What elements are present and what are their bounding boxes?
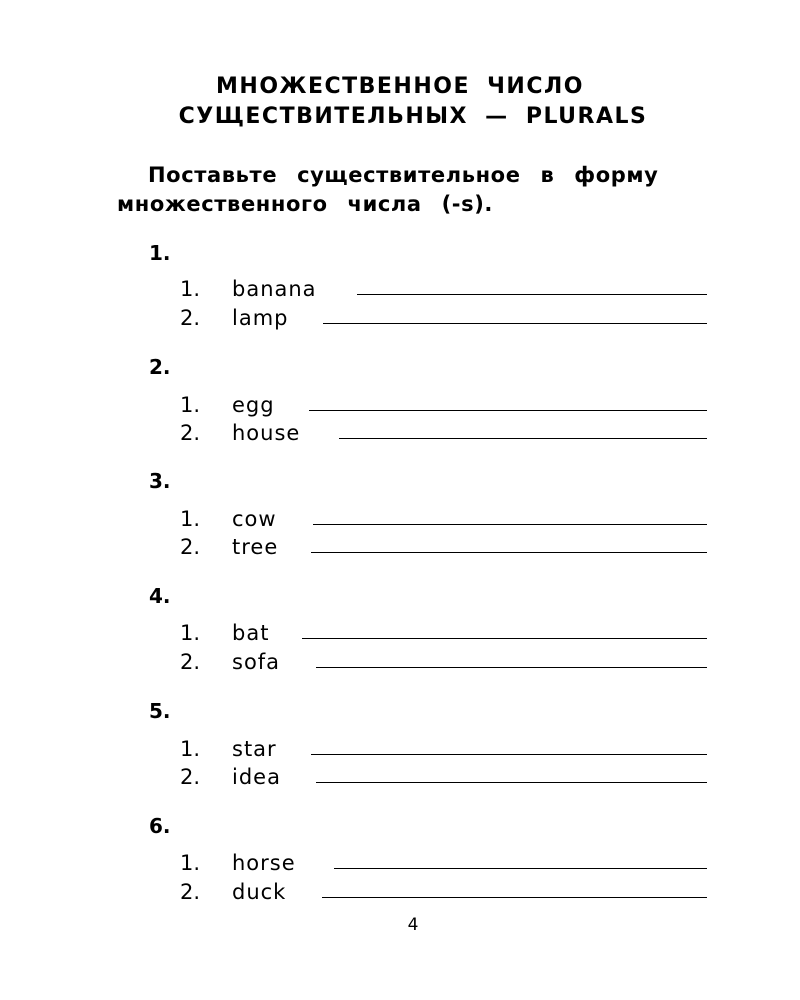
item-word: horse — [232, 851, 296, 875]
exercise-group-number: 2. — [149, 355, 171, 379]
page-title-line-2: СУЩЕСТВИТЕЛЬНЫХ — PLURALS — [178, 104, 648, 129]
item-number: 2. — [180, 650, 201, 674]
answer-line[interactable] — [311, 552, 707, 553]
item-word: cow — [232, 507, 277, 531]
item-number: 2. — [180, 765, 201, 789]
item-number: 1. — [180, 277, 201, 301]
answer-line[interactable] — [323, 323, 707, 324]
exercise-group-number: 6. — [149, 814, 171, 838]
item-word: star — [232, 737, 277, 761]
exercise-group-number: 4. — [149, 584, 171, 608]
answer-line[interactable] — [357, 294, 707, 295]
item-word: house — [232, 421, 301, 445]
answer-line[interactable] — [302, 638, 707, 639]
answer-line[interactable] — [322, 897, 707, 898]
item-word: tree — [232, 535, 279, 559]
page-title-line-1: МНОЖЕСТВЕННОЕ ЧИСЛО — [216, 74, 584, 99]
instruction-line-2: множественного числа (-s). — [117, 192, 493, 216]
item-number: 2. — [180, 880, 201, 904]
item-word: duck — [232, 880, 287, 904]
item-word: banana — [232, 277, 317, 301]
page-number: 4 — [407, 915, 419, 935]
item-word: idea — [232, 765, 281, 789]
item-number: 2. — [180, 306, 201, 330]
instruction-line-1: Поставьте существительное в форму — [148, 163, 659, 187]
answer-line[interactable] — [334, 868, 707, 869]
item-word: egg — [232, 393, 275, 417]
item-number: 1. — [180, 621, 201, 645]
exercise-item — [0, 304, 800, 332]
exercise-item — [0, 763, 800, 791]
answer-line[interactable] — [316, 782, 707, 783]
item-number: 1. — [180, 393, 201, 417]
exercise-item — [0, 533, 800, 561]
answer-line[interactable] — [339, 438, 707, 439]
item-number: 2. — [180, 535, 201, 559]
exercise-item — [0, 419, 800, 447]
exercise-item — [0, 619, 800, 647]
exercise-item — [0, 275, 800, 303]
exercise-item — [0, 648, 800, 676]
exercise-item — [0, 878, 800, 906]
item-number: 2. — [180, 421, 201, 445]
item-word: sofa — [232, 650, 281, 674]
exercise-item — [0, 391, 800, 419]
exercise-group-number: 5. — [149, 699, 171, 723]
item-word: lamp — [232, 306, 289, 330]
item-word: bat — [232, 621, 270, 645]
item-number: 1. — [180, 507, 201, 531]
exercise-item — [0, 505, 800, 533]
exercise-item — [0, 849, 800, 877]
answer-line[interactable] — [309, 410, 707, 411]
answer-line[interactable] — [316, 667, 707, 668]
answer-line[interactable] — [313, 524, 707, 525]
exercise-item — [0, 735, 800, 763]
item-number: 1. — [180, 851, 201, 875]
answer-line[interactable] — [311, 754, 707, 755]
exercise-group-number: 3. — [149, 469, 171, 493]
exercise-group-number: 1. — [149, 241, 171, 265]
item-number: 1. — [180, 737, 201, 761]
